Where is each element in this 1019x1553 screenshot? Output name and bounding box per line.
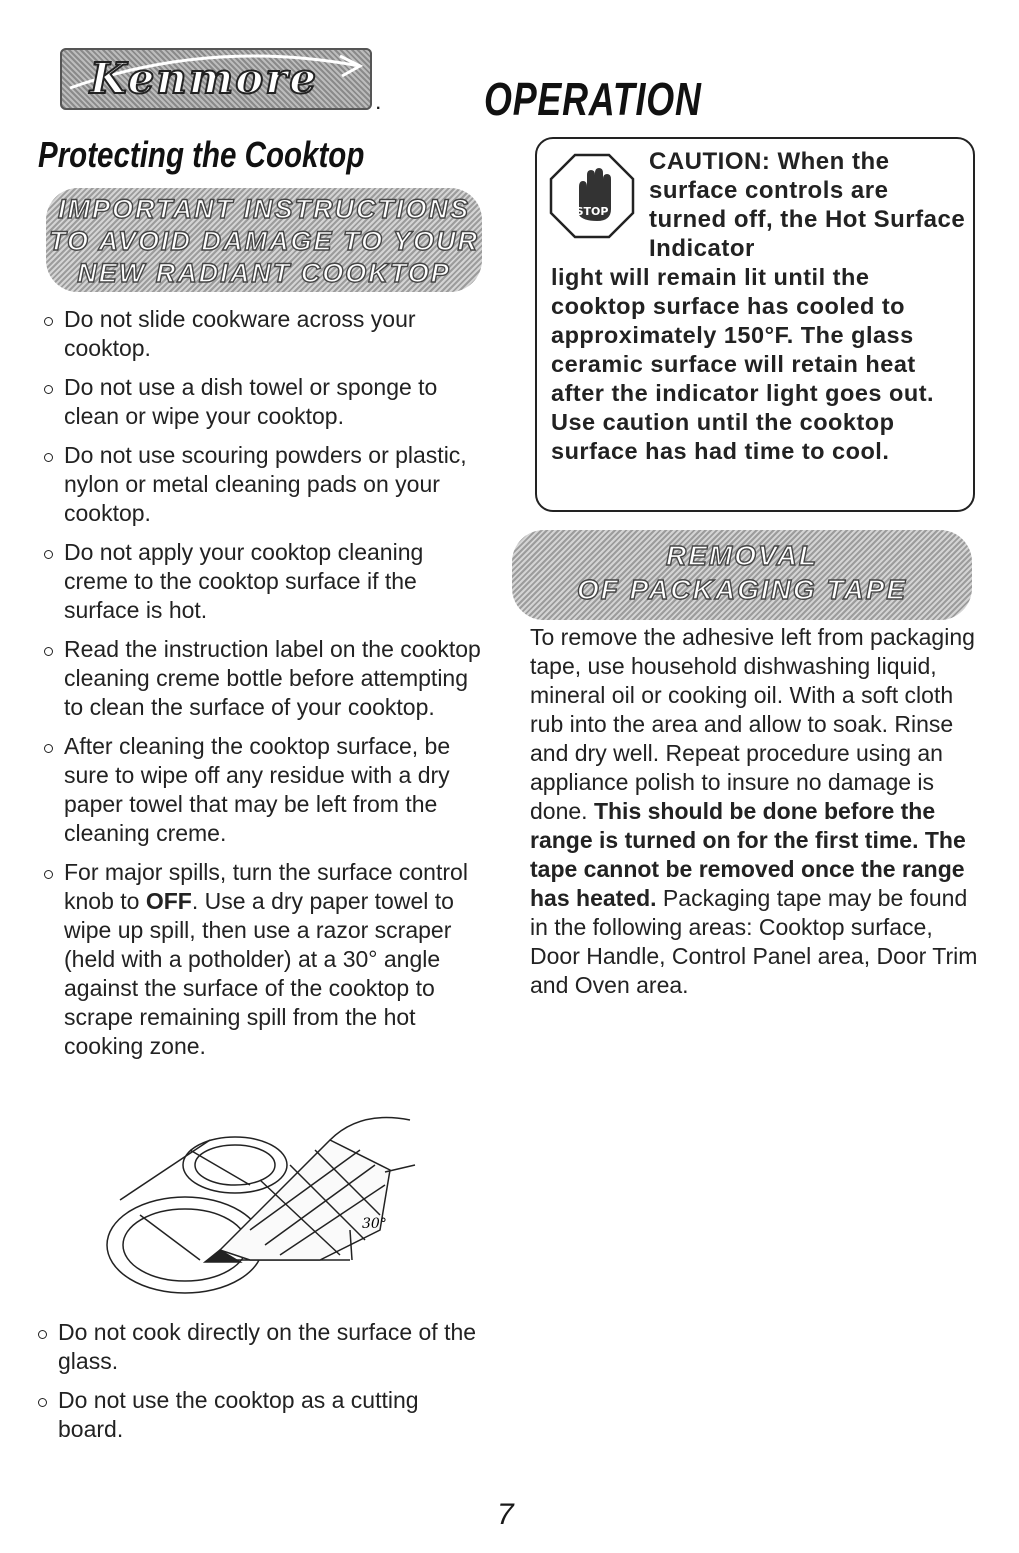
list-item: Do not use a dish towel or sponge to clean or wipe your cooktop. bbox=[40, 373, 485, 431]
list-item: Read the instruction label on the cooktop cleaning creme bottle before attempting to clean the surface of your cooktop. bbox=[40, 635, 485, 722]
packaging-tape-banner bbox=[512, 530, 972, 620]
packaging-tape-text bbox=[530, 623, 980, 1000]
cooktop-care-list-2 bbox=[34, 1318, 479, 1454]
caution-box bbox=[535, 137, 975, 512]
list-item: After cleaning the cooktop surface, be sure to wipe off any residue with a dry paper towel that may be left from the cleaning creme. bbox=[40, 732, 485, 848]
banner-line: IMPORTANT INSTRUCTIONS bbox=[58, 194, 470, 224]
stop-hand-icon bbox=[549, 153, 635, 239]
banner-line: TO AVOID DAMAGE TO YOUR bbox=[48, 226, 480, 256]
list-item: Do not apply your cooktop cleaning creme to the cooktop surface if the surface is hot. bbox=[40, 538, 485, 625]
stop-text: STOP bbox=[575, 205, 609, 218]
list-item bbox=[40, 858, 485, 1061]
page-number: 7 bbox=[497, 1498, 514, 1531]
brand-dot: . bbox=[376, 96, 381, 113]
tape-text-start: To remove the adhesive left from packaging tape, use household dishwashing liquid, mineral oil or cooking oil. With a soft cloth rub into the area and allow to soak. Rinse and dry well. Repeat procedure using an appliance polish to insure no damage is done. bbox=[530, 624, 975, 824]
banner-line: OF PACKAGING TAPE bbox=[576, 574, 908, 605]
tape-text-end: Packaging tape may be found in the following areas: Cooktop surface, Door Handle, Control Panel area, Door Trim and Oven area. bbox=[530, 885, 978, 998]
spill-text-end: . Use a dry paper towel to wipe up spill, then use a razor scraper (held with a potholder) at a 30° angle against the surface of the cooktop to scrape remaining spill from the hot cooking zone. bbox=[64, 888, 454, 1059]
section-title: Protecting the Cooktop bbox=[38, 134, 365, 175]
brand-name: Kenmore bbox=[90, 54, 319, 103]
angle-label: 30° bbox=[362, 1216, 387, 1232]
list-item: Do not use scouring powders or plastic, nylon or metal cleaning pads on your cooktop. bbox=[40, 441, 485, 528]
kenmore-logo bbox=[60, 48, 372, 110]
list-item: Do not use the cooktop as a cutting board. bbox=[34, 1386, 479, 1444]
important-instructions-banner bbox=[46, 188, 482, 292]
off-label: OFF bbox=[145, 888, 192, 914]
page-section-title: OPERATION bbox=[484, 73, 702, 125]
caution-heading: CAUTION: When the surface controls are turned off, the Hot Surface Indicator bbox=[649, 148, 966, 262]
list-item: Do not slide cookware across your cooktop. bbox=[40, 305, 485, 363]
banner-line: REMOVAL bbox=[666, 540, 818, 571]
caution-text: light will remain lit until the cooktop surface has cooled to approximately 150°F. The glass ceramic surface will retain heat after the indicator light goes out. Use caution until the cooktop surface has had time to cool. bbox=[551, 264, 935, 464]
cooktop-care-list bbox=[40, 305, 485, 1071]
scraper-illustration bbox=[100, 1110, 430, 1310]
tape-warning: This should be done before the range is turned on for the first time. The tape cannot be removed once the range has heated. bbox=[530, 798, 966, 911]
list-item: Do not cook directly on the surface of the glass. bbox=[34, 1318, 479, 1376]
spill-text-start: For major spills, turn the surface control knob to bbox=[64, 859, 468, 914]
banner-line: NEW RADIANT COOKTOP bbox=[77, 258, 451, 288]
